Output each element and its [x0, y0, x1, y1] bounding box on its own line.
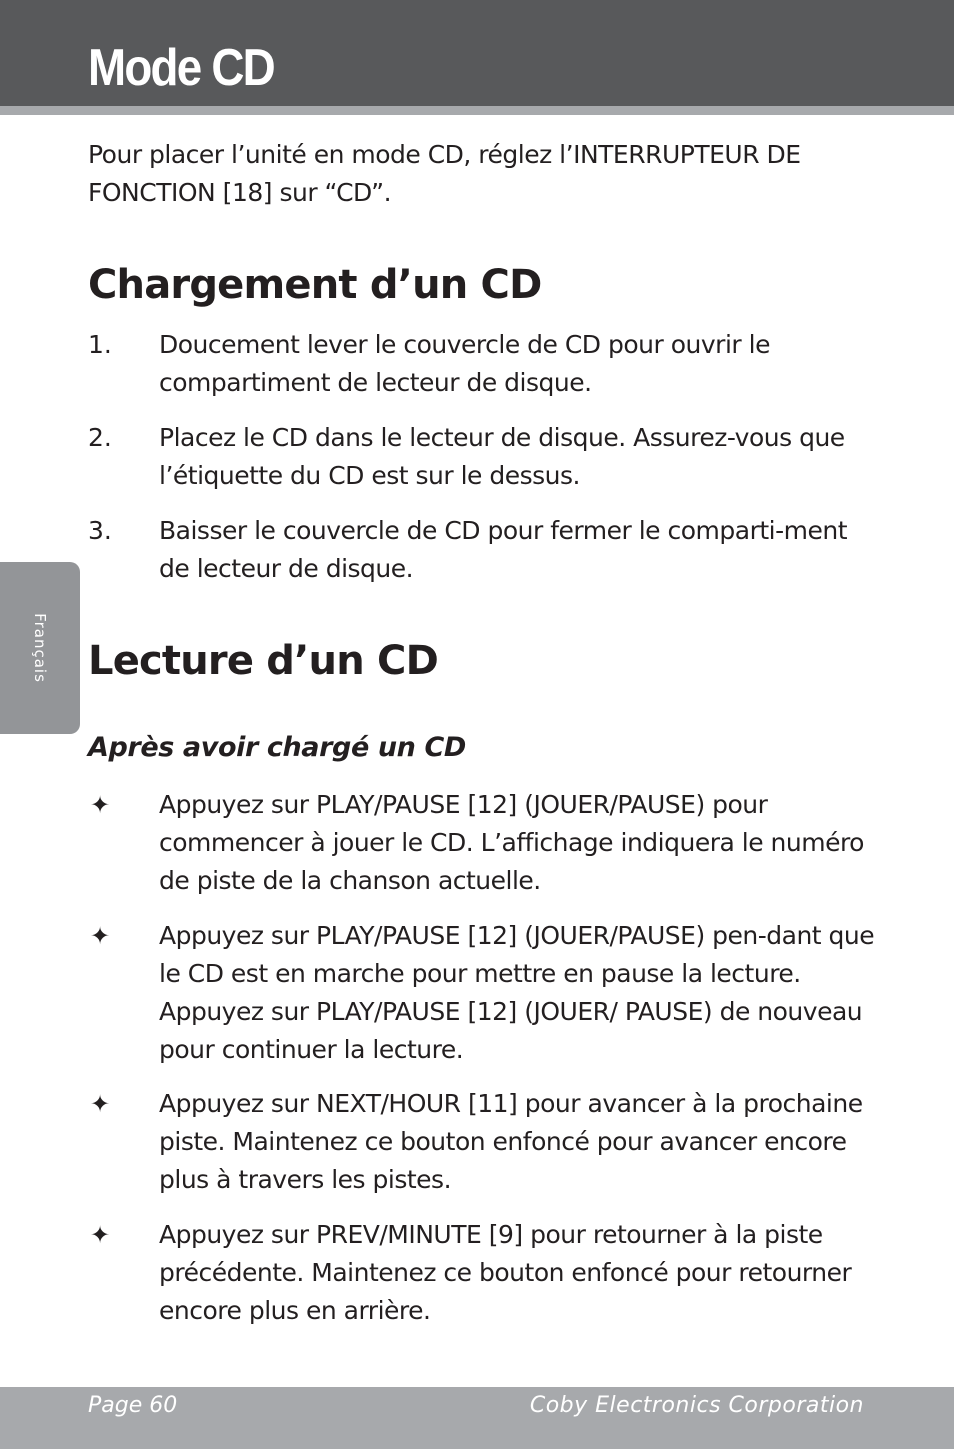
bullet-item: [88, 917, 878, 1069]
step-number: 2.: [88, 423, 112, 452]
step-item: [88, 512, 878, 588]
step-text: Doucement lever le couvercle de CD pour ouvrir le compartiment de lecteur de disque.: [159, 330, 770, 397]
language-tab-label: Français: [31, 613, 49, 683]
step-number: 1.: [88, 330, 112, 359]
bullet-item: [88, 1085, 878, 1199]
star-bullet-icon: ✦: [90, 1090, 111, 1118]
bullet-text: Appuyez sur PLAY/PAUSE [12] (JOUER/PAUSE) pen-dant que le CD est en marche pour mettre en pause la lecture. Appuyez sur PLAY/PAUSE [12] (JOUER/ PAUSE) de nouveau pour continuer la lecture.: [159, 921, 875, 1064]
page-title: Mode CD: [88, 39, 274, 97]
step-item: [88, 419, 878, 495]
bullet-text: Appuyez sur PREV/MINUTE [9] pour retourner à la piste précédente. Maintenez ce bouton enfoncé pour retourner encore plus en arrière.: [159, 1220, 852, 1325]
intro-paragraph: Pour placer l’unité en mode CD, réglez l’INTERRUPTEUR DE FONCTION [18] sur “CD”.: [88, 140, 801, 207]
star-bullet-icon: ✦: [90, 791, 111, 819]
step-text: Baisser le couvercle de CD pour fermer le comparti-ment de lecteur de disque.: [159, 516, 848, 583]
star-bullet-icon: ✦: [90, 1221, 111, 1249]
step-number: 3.: [88, 516, 112, 545]
bullet-text: Appuyez sur PLAY/PAUSE [12] (JOUER/PAUSE) pour commencer à jouer le CD. L’affichage indiquera le numéro de piste de la chanson actuelle.: [159, 790, 864, 895]
step-text: Placez le CD dans le lecteur de disque. Assurez-vous que l’étiquette du CD est sur le dessus.: [159, 423, 845, 490]
step-item: [88, 326, 878, 402]
section-heading-loading: Chargement d’un CD: [88, 262, 542, 308]
bullet-item: [88, 1216, 878, 1330]
star-bullet-icon: ✦: [90, 922, 111, 950]
language-side-tab: [0, 562, 80, 734]
header-rule: [0, 106, 954, 115]
bullet-text: Appuyez sur NEXT/HOUR [11] pour avancer à la prochaine piste. Maintenez ce bouton enfoncé pour avancer encore plus à travers les pistes.: [159, 1089, 863, 1194]
footer-company-name: Coby Electronics Corporation: [529, 1393, 864, 1418]
section-heading-playback: Lecture d’un CD: [88, 638, 438, 684]
subheading-after-loading: Après avoir chargé un CD: [88, 732, 466, 763]
bullet-item: [88, 786, 878, 900]
footer-page-number: Page 60: [88, 1393, 178, 1418]
